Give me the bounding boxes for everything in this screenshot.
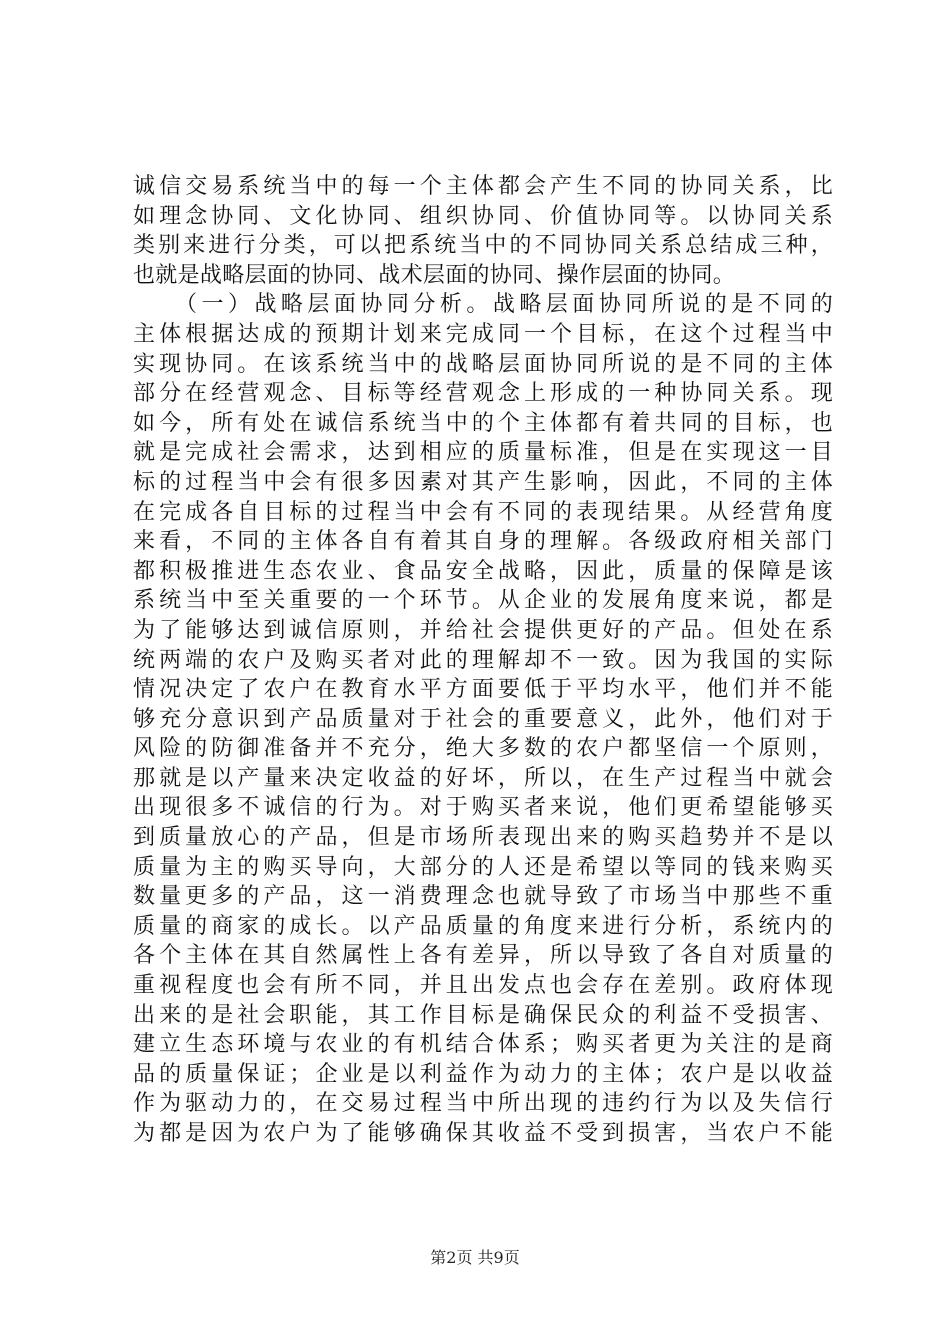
text-line: 重视程度也会有所不同，并且出发点也会存在差别。政府体现 bbox=[133, 973, 833, 999]
text-line: 如今，所有处在诚信系统当中的个主体都有着共同的目标，也 bbox=[133, 410, 833, 436]
text-line: 部分在经营观念、目标等经营观念上形成的一种协同关系。现 bbox=[133, 381, 833, 407]
text-line: 出现很多不诚信的行为。对于购买者来说，他们更希望能够买 bbox=[133, 795, 833, 821]
text-line: 情况决定了农户在教育水平方面要低于平均水平，他们并不能 bbox=[133, 677, 833, 703]
text-line: 如理念协同、文化协同、组织协同、价值协同等。以协同关系 bbox=[133, 203, 833, 229]
text-line: 也就是战略层面的协同、战术层面的协同、操作层面的协同。 bbox=[133, 262, 736, 288]
text-line: 主体根据达成的预期计划来完成同一个目标，在这个过程当中 bbox=[133, 321, 833, 347]
text-line: 统两端的农户及购买者对此的理解却不一致。因为我国的实际 bbox=[133, 647, 833, 673]
text-line: 质量的商家的成长。以产品质量的角度来进行分析，系统内的 bbox=[133, 913, 833, 939]
text-line: 建立生态环境与农业的有机结合体系；购买者更为关注的是商 bbox=[133, 1032, 833, 1058]
text-line: 够充分意识到产品质量对于社会的重要意义，此外，他们对于 bbox=[133, 706, 833, 732]
text-line: 数量更多的产品，这一消费理念也就导致了市场当中那些不重 bbox=[133, 884, 833, 910]
text-line: （一）战略层面协同分析。战略层面协同所说的是不同的 bbox=[133, 292, 833, 318]
text-line: 就是完成社会需求，达到相应的质量标准，但是在实现这一目 bbox=[133, 440, 833, 466]
text-line: 为都是因为农户为了能够确保其收益不受到损害，当农户不能 bbox=[133, 1121, 833, 1146]
text-line: 那就是以产量来决定收益的好坏，所以，在生产过程当中就会 bbox=[133, 765, 833, 791]
text-line: 出来的是社会职能，其工作目标是确保民众的利益不受损害、 bbox=[133, 1002, 833, 1028]
text-line: 为了能够达到诚信原则，并给社会提供更好的产品。但处在系 bbox=[133, 617, 833, 643]
text-line: 都积极推进生态农业、食品安全战略，因此，质量的保障是该 bbox=[133, 558, 833, 584]
text-line: 质量为主的购买导向，大部分的人还是希望以等同的钱来购买 bbox=[133, 854, 833, 880]
text-line: 来看，不同的主体各自有着其自身的理解。各级政府相关部门 bbox=[133, 529, 833, 555]
page-number-footer: 第2页 共9页 bbox=[430, 1248, 520, 1267]
text-line: 类别来进行分类，可以把系统当中的不同协同关系总结成三种， bbox=[133, 233, 833, 259]
text-line: 各个主体在其自然属性上各有差异，所以导致了各自对质量的 bbox=[133, 943, 833, 969]
text-line: 诚信交易系统当中的每一个主体都会产生不同的协同关系，比 bbox=[133, 174, 833, 199]
text-line: 实现协同。在该系统当中的战略层面协同所说的是不同的主体 bbox=[133, 351, 833, 377]
text-line: 在完成各自目标的过程当中会有不同的表现结果。从经营角度 bbox=[133, 499, 833, 525]
text-line: 到质量放心的产品，但是市场所表现出来的购买趋势并不是以 bbox=[133, 825, 833, 851]
document-body bbox=[133, 172, 833, 1149]
text-line: 品的质量保证；企业是以利益作为动力的主体；农户是以收益 bbox=[133, 1061, 833, 1087]
text-line: 风险的防御准备并不充分，绝大多数的农户都坚信一个原则， bbox=[133, 736, 833, 762]
text-line: 标的过程当中会有很多因素对其产生影响，因此，不同的主体 bbox=[133, 469, 833, 495]
text-line: 作为驱动力的，在交易过程当中所出现的违约行为以及失信行 bbox=[133, 1091, 833, 1117]
text-line: 系统当中至关重要的一个环节。从企业的发展角度来说，都是 bbox=[133, 588, 833, 614]
